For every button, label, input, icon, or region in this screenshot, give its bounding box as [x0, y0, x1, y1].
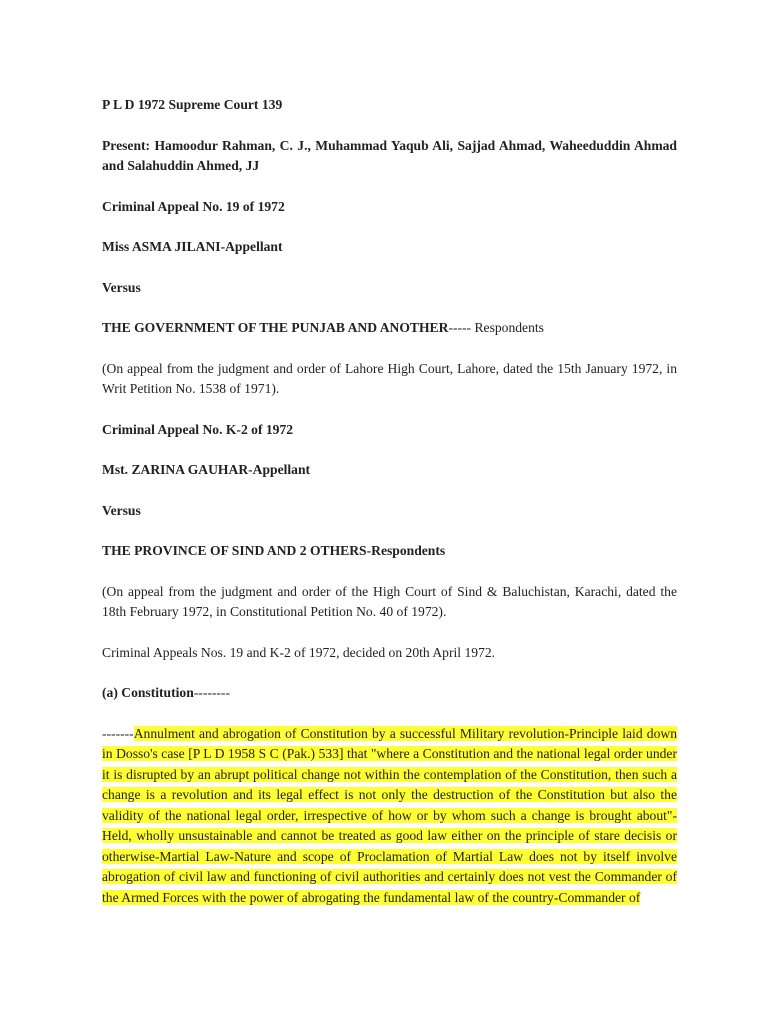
appeal-1-respondent-tail: ----- Respondents: [448, 320, 544, 335]
appeal-2-number: Criminal Appeal No. K-2 of 1972: [102, 421, 294, 437]
appeal-2-versus: Versus: [102, 502, 141, 518]
appeal-1-number: Criminal Appeal No. 19 of 1972: [102, 198, 285, 214]
section-heading-dashes: --------: [193, 685, 230, 700]
decision-date: Criminal Appeals Nos. 19 and K-2 of 1972, decided on 20th April 1972.: [102, 644, 496, 660]
section-heading: [102, 683, 677, 704]
appeal-2-respondent: THE PROVINCE OF SIND AND 2 OTHERS-Respondents: [102, 543, 446, 558]
appeal-2-note: (On appeal from the judgment and order of the High Court of Sind & Baluchistan, Karachi, dated the 18th February 1972, in Constitutional Petition No. 40 of 1972).: [102, 583, 677, 619]
appeal-1-respondent: [102, 318, 677, 339]
appeal-1-note: (On appeal from the judgment and order of Lahore High Court, Lahore, dated the 15th January 1972, in Writ Petition No. 1538 of 1971).: [102, 360, 677, 396]
citation: P L D 1972 Supreme Court 139: [102, 97, 283, 112]
bench-present: Present: Hamoodur Rahman, C. J., Muhammad Yaqub Ali, Sajjad Ahmad, Waheeduddin Ahmad and Salahuddin Ahmed, JJ: [102, 137, 677, 173]
appeal-1-respondent-name: THE GOVERNMENT OF THE PUNJAB AND ANOTHER: [102, 320, 449, 335]
appeal-1-appellant: Miss ASMA JILANI-Appellant: [102, 239, 283, 254]
appeal-1-versus: Versus: [102, 279, 141, 295]
appeal-2-appellant: Mst. ZARINA GAUHAR-Appellant: [102, 462, 311, 477]
section-heading-text: (a) Constitution: [102, 685, 194, 700]
headnote-lead-dashes: -------: [102, 725, 134, 741]
highlighted-headnote: Annulment and abrogation of Constitution by a successful Military revolution-Principle laid down in Dosso's case [P L D 1958 S C (Pak.) 533] that "where a Constitution and the national legal order under it is disrupted by an abrupt political change not within the contemplation of the Constitution, then such a change is a revolution and its legal effect is not only the destruction of the Constitution but also the validity of the national legal order, irrespective of how or by whom such a change is brought about"-Held, wholly unsustainable and cannot be treated as good law either on the principle of stare decisis or otherwise-Martial Law-Nature and scope of Proclamation of Martial Law does not by itself involve abrogation of civil law and functioning of civil authorities and certainly does not vest the Commander of the Armed Forces with the power of abrogating the fundamental law of the country-Commander of: [102, 725, 677, 905]
headnote-paragraph: [102, 724, 677, 909]
